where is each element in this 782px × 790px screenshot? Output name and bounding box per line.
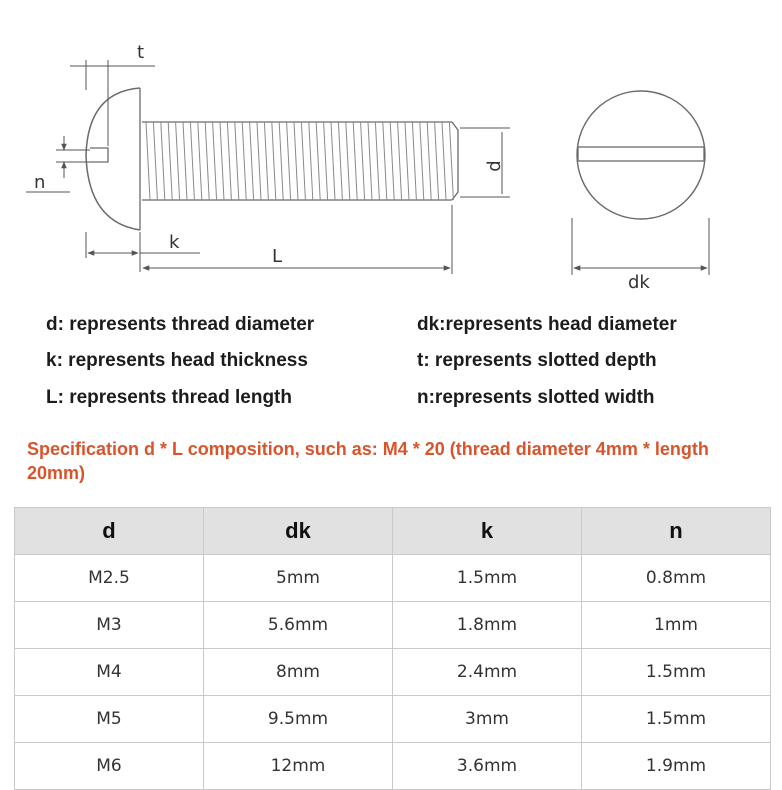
cell-k: 3.6mm — [393, 743, 582, 790]
thread-line — [346, 122, 350, 200]
legend-n: n:represents slotted width — [417, 387, 655, 408]
label-d: d — [484, 160, 505, 172]
thread-line — [220, 122, 224, 200]
thread-line — [146, 122, 150, 200]
thread-line — [257, 122, 261, 200]
thread-line — [309, 122, 313, 200]
legend-dk: dk:represents head diameter — [417, 314, 677, 335]
thread-line — [383, 122, 387, 200]
thread-line — [361, 122, 365, 200]
cell-n: 0.8mm — [582, 555, 771, 602]
table-row — [15, 649, 771, 696]
thread-line — [227, 122, 231, 200]
thread-line — [331, 122, 335, 200]
dimension-legend — [0, 308, 782, 418]
cell-dk: 5.6mm — [204, 602, 393, 649]
label-L: L — [272, 246, 283, 267]
cell-d: M3 — [15, 602, 204, 649]
thread-line — [279, 122, 283, 200]
cell-n: 1.5mm — [582, 696, 771, 743]
thread-line — [412, 122, 416, 200]
thread-line — [287, 122, 291, 200]
thread-line — [294, 122, 298, 200]
thread-line — [427, 122, 431, 200]
table-row — [15, 743, 771, 790]
legend-k: k: represents head thickness — [46, 350, 308, 371]
cell-d: M5 — [15, 696, 204, 743]
thread-line — [235, 122, 239, 200]
thread-line — [205, 122, 209, 200]
legend-t: t: represents slotted depth — [417, 350, 657, 371]
table-row — [15, 696, 771, 743]
cell-d: M4 — [15, 649, 204, 696]
thread-line — [272, 122, 276, 200]
table-header-row — [15, 508, 771, 555]
legend-L: L: represents thread length — [46, 387, 292, 408]
thread-line — [338, 122, 342, 200]
thread-line — [353, 122, 357, 200]
cell-n: 1mm — [582, 602, 771, 649]
thread-line — [242, 122, 246, 200]
label-k: k — [169, 232, 180, 253]
cell-n: 1.9mm — [582, 743, 771, 790]
table-row — [15, 555, 771, 602]
screw-head-top-view — [577, 91, 705, 219]
thread-lines — [146, 122, 453, 200]
cell-d: M2.5 — [15, 555, 204, 602]
header-dk: dk — [204, 508, 393, 555]
thread-line — [420, 122, 424, 200]
cell-dk: 9.5mm — [204, 696, 393, 743]
size-table — [14, 507, 771, 790]
cell-dk: 8mm — [204, 649, 393, 696]
header-n: n — [582, 508, 771, 555]
thread-line — [213, 122, 217, 200]
thread-line — [449, 122, 453, 200]
thread-line — [183, 122, 187, 200]
label-dk: dk — [628, 272, 650, 293]
thread-line — [324, 122, 328, 200]
thread-line — [264, 122, 268, 200]
specification-note: Specification d * L composition, such as: M4 * 20 (thread diameter 4mm * length 20mm) — [27, 439, 709, 483]
thread-line — [153, 122, 157, 200]
legend-d: d: represents thread diameter — [46, 314, 315, 335]
thread-line — [398, 122, 402, 200]
dk-dimension — [572, 218, 709, 275]
thread-line — [390, 122, 394, 200]
thread-line — [198, 122, 202, 200]
cell-dk: 12mm — [204, 743, 393, 790]
thread-line — [250, 122, 254, 200]
thread-line — [190, 122, 194, 200]
screw-diagram — [0, 0, 782, 300]
thread-line — [442, 122, 446, 200]
cell-k: 1.5mm — [393, 555, 582, 602]
thread-line — [316, 122, 320, 200]
label-n: n — [34, 172, 46, 193]
thread-line — [368, 122, 372, 200]
cell-k: 2.4mm — [393, 649, 582, 696]
cell-dk: 5mm — [204, 555, 393, 602]
thread-line — [405, 122, 409, 200]
thread-line — [168, 122, 172, 200]
thread-line — [375, 122, 379, 200]
cell-k: 3mm — [393, 696, 582, 743]
label-t: t — [137, 42, 145, 63]
cell-k: 1.8mm — [393, 602, 582, 649]
cell-d: M6 — [15, 743, 204, 790]
thread-line — [301, 122, 305, 200]
header-k: k — [393, 508, 582, 555]
screw-side-view — [86, 88, 458, 230]
cell-n: 1.5mm — [582, 649, 771, 696]
thread-line — [435, 122, 439, 200]
thread-line — [161, 122, 165, 200]
header-d: d — [15, 508, 204, 555]
thread-line — [176, 122, 180, 200]
table-row — [15, 602, 771, 649]
